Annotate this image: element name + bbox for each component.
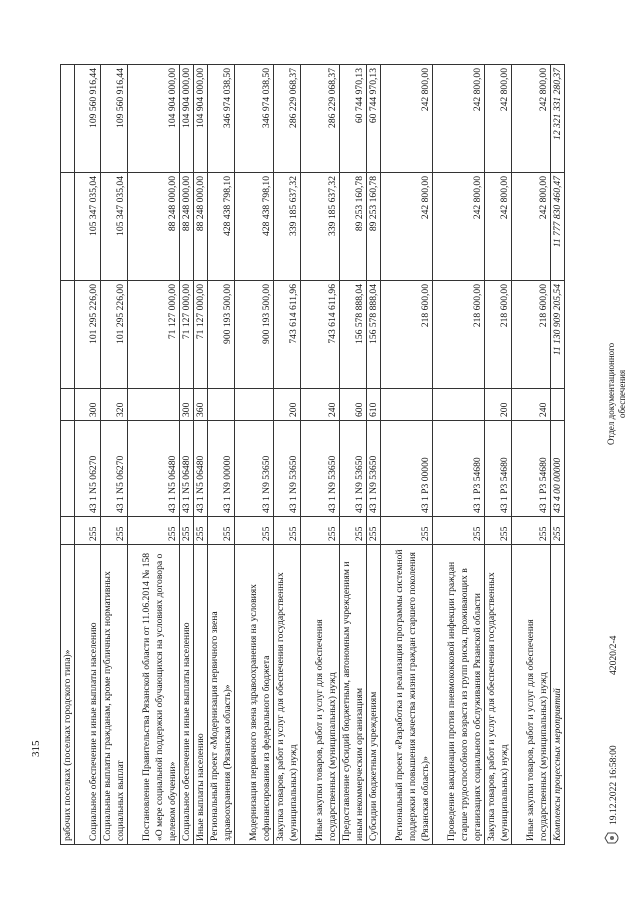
row-name: Закупка товаров, работ и услуг для обеспечения государственных (муниципальных) нужд [485, 545, 512, 845]
department-line-2: обеспечения [617, 369, 627, 418]
row-chapter-code: 255 [340, 517, 367, 545]
row-amount-2023: 105 347 035,04 [75, 173, 101, 281]
print-date: 19.12.2022 16:58:00 [608, 745, 619, 825]
row-amount-2023: 242 800,00 [381, 173, 433, 281]
row-chapter-code: 255 [274, 517, 301, 545]
row-chapter-code: 255 [180, 517, 194, 545]
row-target-code: 43 1 N9 53650 [235, 421, 274, 517]
row-expense-type: 360 [194, 389, 208, 421]
row-amount-2022: 156 578 888,04 [340, 281, 367, 389]
row-amount-2023: 89 253 160,78 [367, 173, 381, 281]
row-target-code: 43 1 N5 06480 [194, 421, 208, 517]
row-amount-2024: 286 229 068,37 [274, 65, 301, 173]
row-expense-type: 320 [101, 389, 128, 421]
row-chapter-code: 255 [367, 517, 381, 545]
row-expense-type: 200 [274, 389, 301, 421]
row-target-code: 43 1 N5 06480 [180, 421, 194, 517]
row-expense-type: 240 [301, 389, 340, 421]
row-amount-2024: 286 229 068,37 [301, 65, 340, 173]
row-chapter-code: 255 [485, 517, 512, 545]
table-row [512, 65, 551, 845]
row-amount-2024: 109 560 916,44 [101, 65, 128, 173]
table-row [194, 65, 208, 845]
row-target-code: 43 1 N9 53650 [340, 421, 367, 517]
row-target-code: 43 1 N9 53650 [301, 421, 340, 517]
row-amount-2022: 218 600,00 [381, 281, 433, 389]
table-row [208, 65, 235, 845]
row-expense-type: 300 [180, 389, 194, 421]
row-target-code: 43 1 P3 54680 [485, 421, 512, 517]
row-amount-2022: 743 614 611,96 [301, 281, 340, 389]
row-name: рабочих поселках (поселках городского типа)» [61, 545, 75, 845]
emblem-icon [604, 831, 622, 845]
row-chapter-code: 255 [75, 517, 101, 545]
row-chapter-code: 255 [235, 517, 274, 545]
page-footer [600, 65, 640, 845]
row-amount-2022: 218 600,00 [512, 281, 551, 389]
page-number: 315 [30, 740, 42, 757]
row-target-code: 43 1 N5 06270 [75, 421, 101, 517]
row-expense-type [381, 389, 433, 421]
row-amount-2024: 104 904 000,00 [128, 65, 180, 173]
row-expense-type: 300 [75, 389, 101, 421]
row-amount-2022: 156 578 888,04 [367, 281, 381, 389]
table-row [551, 65, 565, 845]
row-expense-type: 200 [485, 389, 512, 421]
row-amount-2023: 428 438 798,10 [235, 173, 274, 281]
row-name: Социальное обеспечение и иные выплаты населению [180, 545, 194, 845]
row-amount-2022: 11 130 909 205,54 [551, 281, 565, 389]
row-amount-2024: 109 560 916,44 [75, 65, 101, 173]
row-name: Проведение вакцинации против пневмококковой инфекции граждан старше трудоспособного возраста из групп риска, проживающих в организациях социального обслуживания Рязанской области [433, 545, 485, 845]
row-target-code: 43 1 N9 53650 [367, 421, 381, 517]
row-amount-2022: 900 193 500,00 [208, 281, 235, 389]
row-expense-type [208, 389, 235, 421]
row-amount-2023: 428 438 798,10 [208, 173, 235, 281]
table-row [367, 65, 381, 845]
row-expense-type [61, 389, 75, 421]
table-row [485, 65, 512, 845]
table-row [381, 65, 433, 845]
row-amount-2023: 339 185 637,32 [274, 173, 301, 281]
row-amount-2023: 339 185 637,32 [301, 173, 340, 281]
table-row [128, 65, 180, 845]
row-expense-type [235, 389, 274, 421]
table-row [235, 65, 274, 845]
row-target-code: 43 4 00 00000 [551, 421, 565, 517]
row-expense-type [551, 389, 565, 421]
row-amount-2024: 242 800,00 [381, 65, 433, 173]
row-amount-2023: 88 248 000,00 [180, 173, 194, 281]
row-chapter-code: 255 [128, 517, 180, 545]
row-chapter-code [61, 517, 75, 545]
row-expense-type: 600 [340, 389, 367, 421]
budget-table [60, 64, 565, 845]
row-name: Иные выплаты населению [194, 545, 208, 845]
row-chapter-code: 255 [551, 517, 565, 545]
row-amount-2023: 105 347 035,04 [101, 173, 128, 281]
row-amount-2022: 218 600,00 [485, 281, 512, 389]
row-amount-2022: 101 295 226,00 [101, 281, 128, 389]
row-amount-2022: 71 127 000,00 [180, 281, 194, 389]
row-name: Постановление Правительства Рязанской области от 11.06.2014 № 158 «О мере социальной поддержки обучающихся на условиях договора о целевом обучении» [128, 545, 180, 845]
table-row [61, 65, 75, 845]
row-target-code: 43 1 P3 54680 [512, 421, 551, 517]
row-amount-2024: 242 800,00 [512, 65, 551, 173]
document-id: 42020/2-4 [608, 635, 619, 675]
row-amount-2024: 346 974 038,50 [235, 65, 274, 173]
row-chapter-code: 255 [208, 517, 235, 545]
row-amount-2023: 88 248 000,00 [128, 173, 180, 281]
row-name: Региональный проект «Модернизация первичного звена здравоохранения (Рязанская область)» [208, 545, 235, 845]
row-chapter-code: 255 [301, 517, 340, 545]
row-amount-2023: 89 253 160,78 [340, 173, 367, 281]
row-chapter-code: 255 [101, 517, 128, 545]
row-amount-2022: 743 614 611,96 [274, 281, 301, 389]
rotated-page [30, 65, 627, 845]
row-amount-2022 [61, 281, 75, 389]
row-amount-2023: 11 777 830 460,47 [551, 173, 565, 281]
table-row [340, 65, 367, 845]
table-row [75, 65, 101, 845]
row-target-code: 43 1 N5 06480 [128, 421, 180, 517]
row-name: Предоставление субсидий бюджетным, автономным учреждениям и иным некоммерческим организациям [340, 545, 367, 845]
row-target-code [61, 421, 75, 517]
row-amount-2024: 104 904 000,00 [194, 65, 208, 173]
row-chapter-code: 255 [433, 517, 485, 545]
row-amount-2022: 71 127 000,00 [194, 281, 208, 389]
row-target-code: 43 1 P3 54680 [433, 421, 485, 517]
row-amount-2024 [61, 65, 75, 173]
row-amount-2023: 88 248 000,00 [194, 173, 208, 281]
row-name: Модернизация первичного звена здравоохранения на условиях софинансирования из федерального бюджета [235, 545, 274, 845]
row-expense-type [128, 389, 180, 421]
table-row [433, 65, 485, 845]
row-expense-type: 240 [512, 389, 551, 421]
table-body [61, 65, 565, 845]
row-amount-2024: 104 904 000,00 [180, 65, 194, 173]
row-expense-type [433, 389, 485, 421]
table-row [180, 65, 194, 845]
row-expense-type: 610 [367, 389, 381, 421]
department-line-1: Отдел документационного [606, 342, 616, 445]
department-stamp [606, 343, 628, 445]
row-amount-2024: 12 321 331 280,37 [551, 65, 565, 173]
row-amount-2022: 218 600,00 [433, 281, 485, 389]
row-amount-2024: 346 974 038,50 [208, 65, 235, 173]
row-target-code: 43 1 N9 53650 [274, 421, 301, 517]
table-row [274, 65, 301, 845]
row-name: Иные закупки товаров, работ и услуг для обеспечения государственных (муниципальных) нужд [512, 545, 551, 845]
row-name: Социальные выплаты гражданам, кроме публичных нормативных социальных выплат [101, 545, 128, 845]
row-amount-2024: 60 744 970,13 [340, 65, 367, 173]
table-row [301, 65, 340, 845]
row-amount-2023: 242 800,00 [512, 173, 551, 281]
row-name: Субсидии бюджетным учреждениям [367, 545, 381, 845]
row-name: Региональный проект «Разработка и реализация программы системной поддержки и повышения качества жизни граждан старшего поколения (Рязанская область)» [381, 545, 433, 845]
row-target-code: 43 1 P3 00000 [381, 421, 433, 517]
row-amount-2024: 242 800,00 [433, 65, 485, 173]
row-name: Закупка товаров, работ и услуг для обеспечения государственных (муниципальных) нужд [274, 545, 301, 845]
row-name: Комплексы процессных мероприятий [551, 545, 565, 845]
row-amount-2024: 242 800,00 [485, 65, 512, 173]
row-amount-2023: 242 800,00 [485, 173, 512, 281]
row-amount-2022: 900 193 500,00 [235, 281, 274, 389]
row-amount-2024: 60 744 970,13 [367, 65, 381, 173]
row-chapter-code: 255 [194, 517, 208, 545]
row-target-code: 43 1 N5 06270 [101, 421, 128, 517]
row-name: Социальное обеспечение и иные выплаты населению [75, 545, 101, 845]
row-amount-2022: 71 127 000,00 [128, 281, 180, 389]
row-target-code: 43 1 N9 00000 [208, 421, 235, 517]
row-amount-2022: 101 295 226,00 [75, 281, 101, 389]
row-chapter-code: 255 [512, 517, 551, 545]
row-chapter-code: 255 [381, 517, 433, 545]
row-amount-2023: 242 800,00 [433, 173, 485, 281]
row-name: Иные закупки товаров, работ и услуг для обеспечения государственных (муниципальных) нужд [301, 545, 340, 845]
table-row [101, 65, 128, 845]
row-amount-2023 [61, 173, 75, 281]
